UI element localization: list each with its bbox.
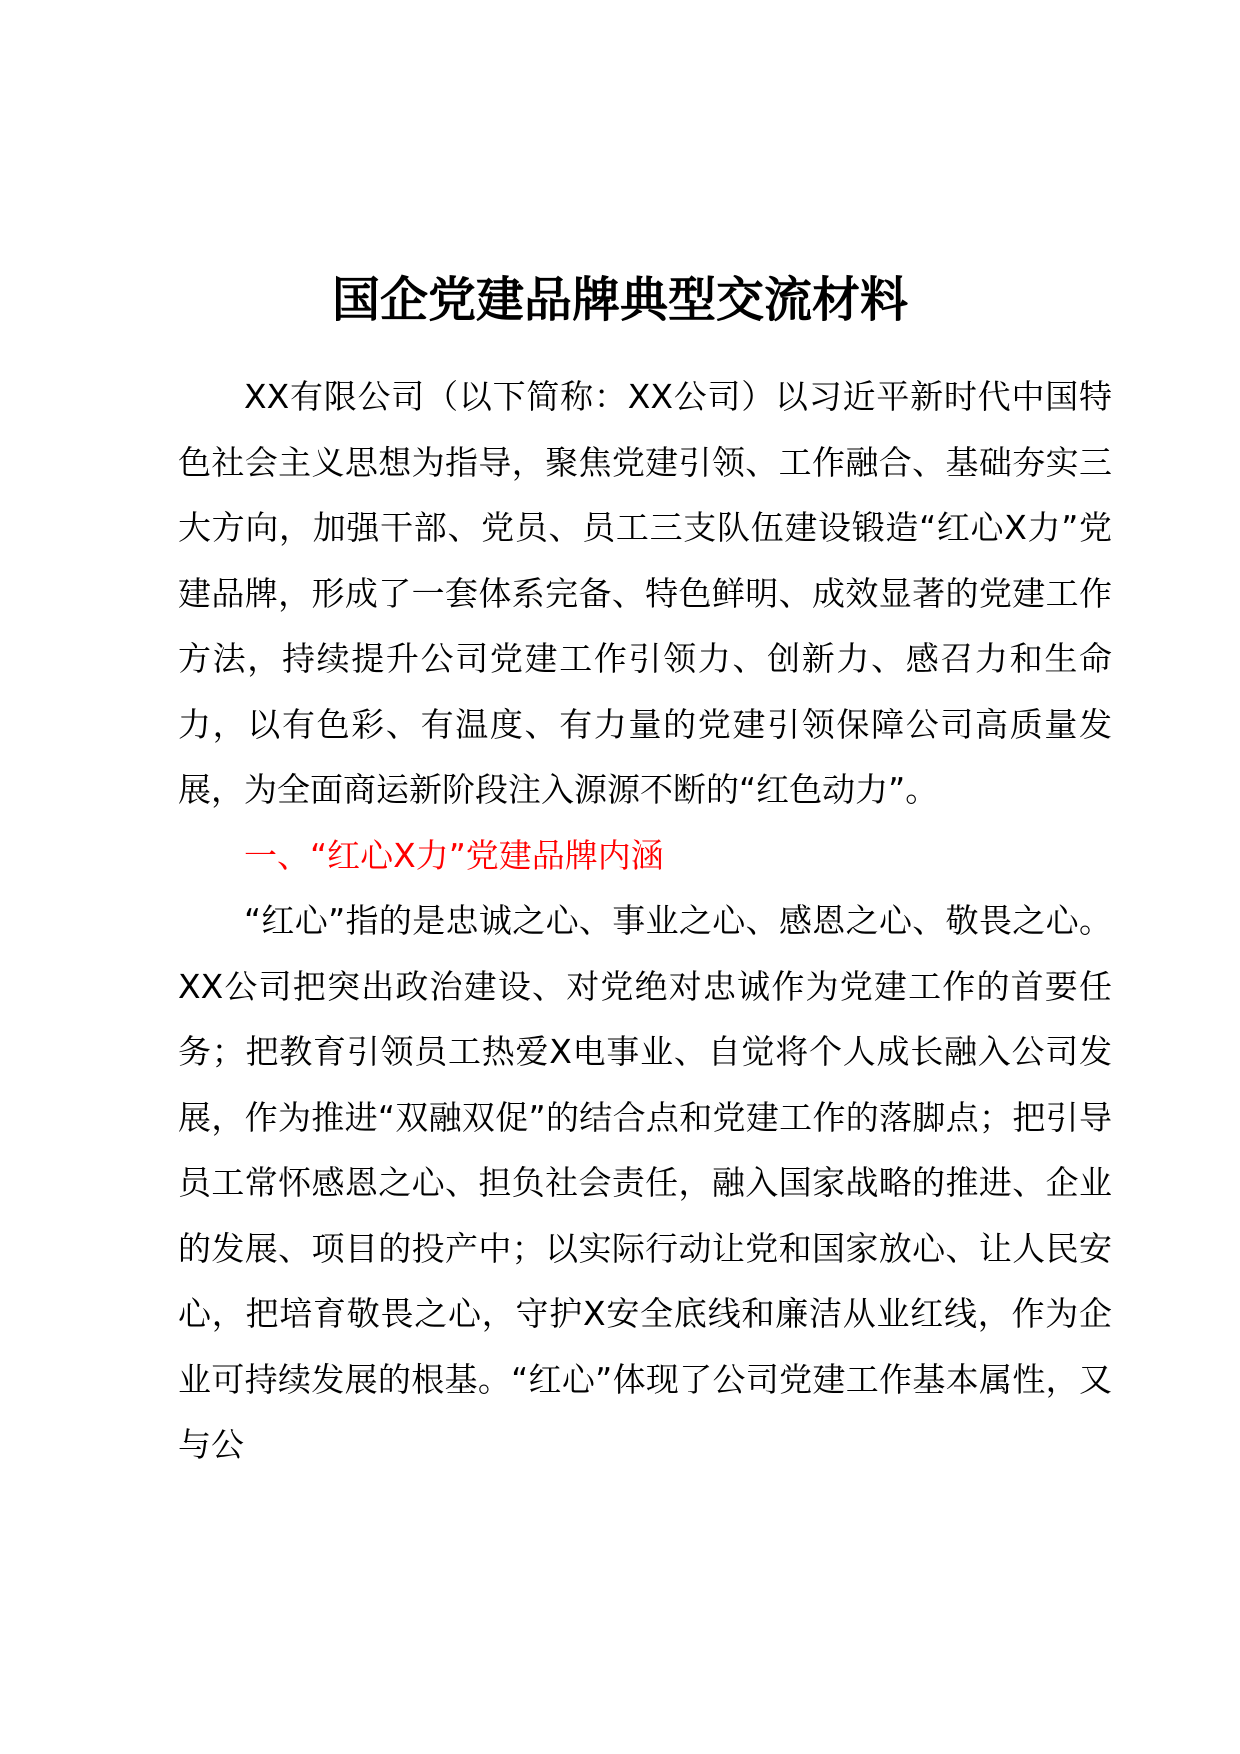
document-title: 国企党建品牌典型交流材料 xyxy=(331,272,908,328)
body-paragraph: “红心”指的是忠诚之心、事业之心、感恩之心、敬畏之心。XX公司把突出政治建设、对党绝对忠诚作为党建工作的首要任务；把教育引领员工热爱X电事业、自觉将个人成长融入公司发展，作为推进“双融双促”的结合点和党建工作的落脚点；把引导员工常怀感恩之心、担负社会责任，融入国家战略的推进、企业的发展、项目的投产中；以实际行动让党和国家放心、让人民安心，把培育敬畏之心，守护X安全底线和廉洁从业红线，作为企业可持续发展的根基。“红心”体现了公司党建工作基本属性，又与公 xyxy=(178,901,1112,1464)
document-body xyxy=(178,364,1112,1478)
section-heading: 一、“红心X力”党建品牌内涵 xyxy=(244,835,664,875)
intro-paragraph: XX有限公司（以下简称：XX公司）以习近平新时代中国特色社会主义思想为指导，聚焦党建引领、工作融合、基础夯实三大方向，加强干部、党员、员工三支队伍建设锻造“红心X力”党建品牌，形成了一套体系完备、特色鲜明、成效显著的党建工作方法，持续提升公司党建工作引领力、创新力、感召力和生命力，以有色彩、有温度、有力量的党建引领保障公司高质量发展，为全面商运新阶段注入源源不断的“红色动力”。 xyxy=(178,377,1112,809)
